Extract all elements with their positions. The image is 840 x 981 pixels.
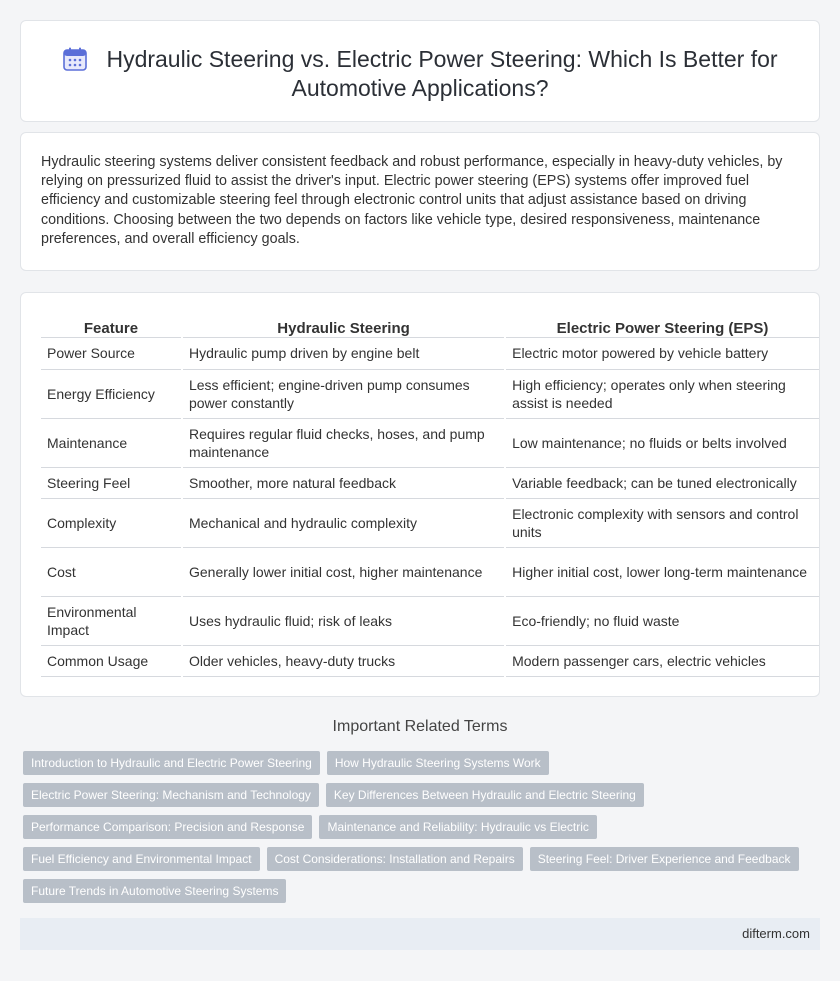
related-term-tag[interactable]: Introduction to Hydraulic and Electric Power Steering — [23, 751, 320, 775]
footer-site-link[interactable]: difterm.com — [742, 926, 810, 941]
table-row — [41, 337, 819, 369]
related-terms-heading: Important Related Terms — [332, 718, 508, 735]
hydraulic-cell: Generally lower initial cost, higher maintenance — [182, 547, 505, 596]
comparison-table — [41, 316, 819, 677]
related-term-tag[interactable]: Future Trends in Automotive Steering Systems — [23, 879, 286, 903]
related-term-tag[interactable]: Cost Considerations: Installation and Repairs — [267, 847, 523, 871]
comparison-card — [20, 292, 820, 697]
page-title: Hydraulic Steering vs. Electric Power Steering: Which Is Better for Automotive Applications? — [106, 46, 778, 101]
feature-cell: Cost — [41, 547, 182, 596]
hydraulic-cell: Older vehicles, heavy-duty trucks — [182, 645, 505, 676]
feature-cell: Environmental Impact — [41, 596, 182, 645]
table-row — [41, 498, 819, 547]
eps-cell: Modern passenger cars, electric vehicles — [505, 645, 819, 676]
related-terms-list — [23, 751, 823, 911]
table-row — [41, 418, 819, 467]
title-card — [20, 20, 820, 122]
related-term-tag[interactable]: How Hydraulic Steering Systems Work — [327, 751, 549, 775]
hydraulic-cell: Uses hydraulic fluid; risk of leaks — [182, 596, 505, 645]
related-term-tag[interactable]: Electric Power Steering: Mechanism and Technology — [23, 783, 319, 807]
feature-cell: Steering Feel — [41, 467, 182, 498]
table-row — [41, 547, 819, 596]
eps-cell: Eco-friendly; no fluid waste — [505, 596, 819, 645]
feature-cell: Energy Efficiency — [41, 369, 182, 418]
hydraulic-cell: Smoother, more natural feedback — [182, 467, 505, 498]
footer — [20, 918, 820, 950]
feature-cell: Complexity — [41, 498, 182, 547]
feature-cell: Maintenance — [41, 418, 182, 467]
feature-cell: Common Usage — [41, 645, 182, 676]
related-term-tag[interactable]: Steering Feel: Driver Experience and Feedback — [530, 847, 799, 871]
eps-cell: Higher initial cost, lower long-term maintenance — [505, 547, 819, 596]
eps-cell: Low maintenance; no fluids or belts involved — [505, 418, 819, 467]
related-term-tag[interactable]: Performance Comparison: Precision and Response — [23, 815, 312, 839]
header-feature: Feature — [41, 316, 182, 337]
related-term-tag[interactable]: Fuel Efficiency and Environmental Impact — [23, 847, 260, 871]
table-header-row — [41, 316, 819, 337]
related-term-tag[interactable]: Key Differences Between Hydraulic and Electric Steering — [326, 783, 644, 807]
eps-cell: Variable feedback; can be tuned electronically — [505, 467, 819, 498]
related-term-tag[interactable]: Maintenance and Reliability: Hydraulic vs Electric — [319, 815, 596, 839]
feature-cell: Power Source — [41, 337, 182, 369]
table-row — [41, 645, 819, 676]
eps-cell: Electronic complexity with sensors and control units — [505, 498, 819, 547]
intro-card — [20, 132, 820, 271]
eps-cell: Electric motor powered by vehicle battery — [505, 337, 819, 369]
header-eps: Electric Power Steering (EPS) — [505, 316, 819, 337]
page-title-wrap — [21, 45, 819, 103]
table-row — [41, 369, 819, 418]
table-row — [41, 596, 819, 645]
calendar-icon — [62, 46, 88, 72]
intro-paragraph: Hydraulic steering systems deliver consistent feedback and robust performance, especially in heavy-duty vehicles, by relying on pressurized fluid to assist the driver's input. Electric power steering (EPS) systems offer improved fuel efficiency and customizable steering feel through electronic control units that adjust assistance based on driving conditions. Choosing between the two depends on factors like vehicle type, desired responsiveness, maintenance preferences, and overall efficiency goals. — [41, 154, 783, 247]
hydraulic-cell: Mechanical and hydraulic complexity — [182, 498, 505, 547]
header-hydraulic: Hydraulic Steering — [182, 316, 505, 337]
hydraulic-cell: Requires regular fluid checks, hoses, and pump maintenance — [182, 418, 505, 467]
eps-cell: High efficiency; operates only when steering assist is needed — [505, 369, 819, 418]
table-row — [41, 467, 819, 498]
hydraulic-cell: Less efficient; engine-driven pump consumes power constantly — [182, 369, 505, 418]
hydraulic-cell: Hydraulic pump driven by engine belt — [182, 337, 505, 369]
